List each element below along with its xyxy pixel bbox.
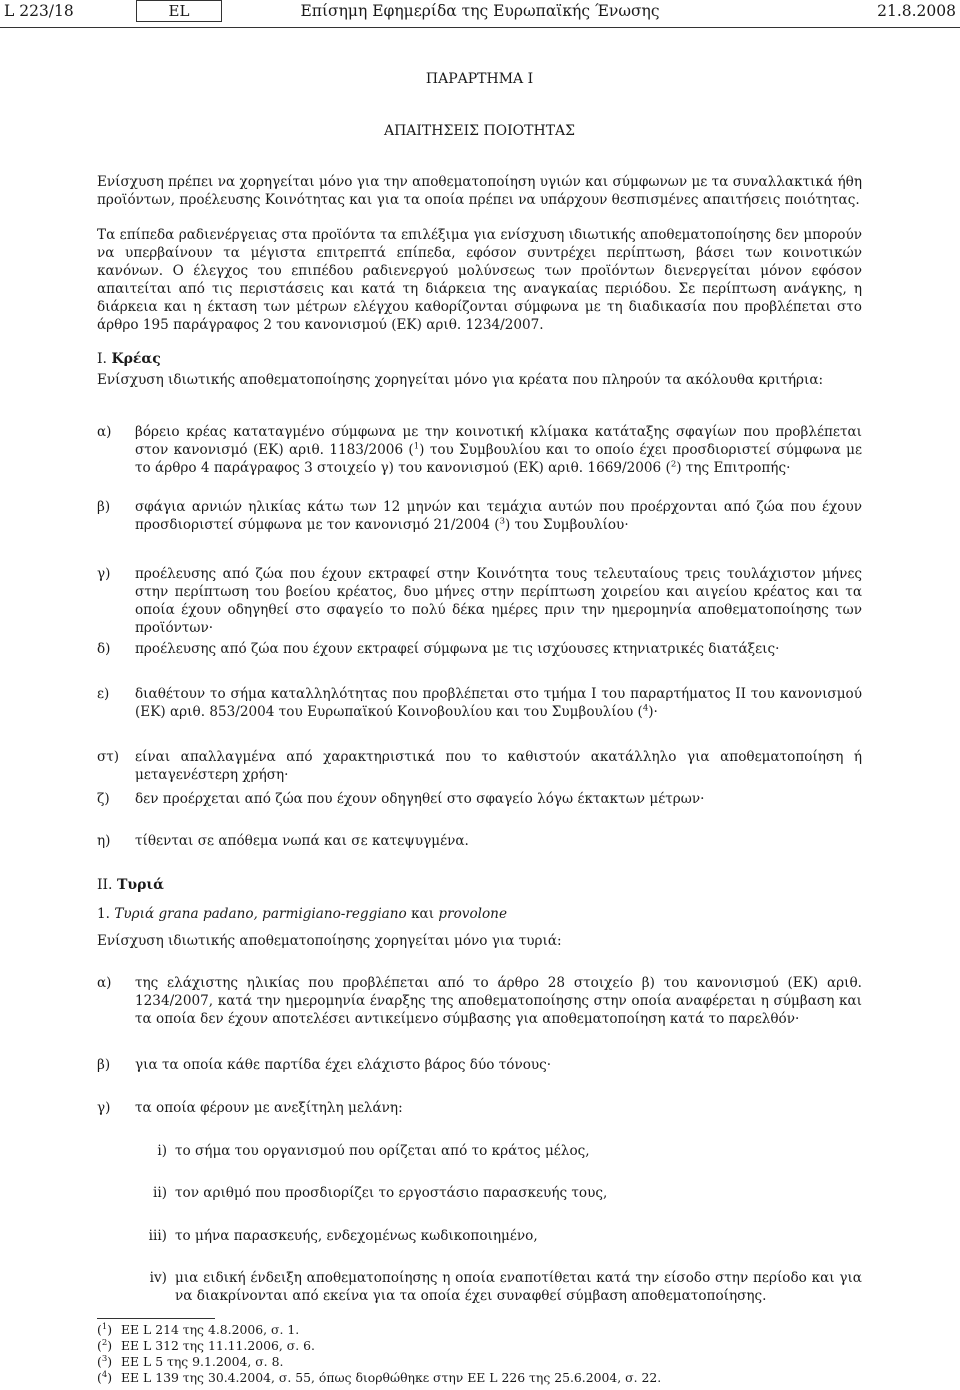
journal-title: Επίσημη Εφημερίδα της Ευρωπαϊκής Ένωσης: [300, 2, 660, 20]
meat-item-d: δ) προέλευσης από ζώα που έχουν εκτραφεί σύμφωνα με τις ισχύουσες κτηνιατρικές διατάξεις·: [97, 641, 780, 657]
cheese-subitem-iii: iii) το μήνα παρασκευής, ενδεχομένως κωδικοποιημένο,: [97, 1228, 862, 1246]
cheese-item-b: β) για τα οποία κάθε παρτίδα έχει ελάχιστο βάρος δύο τόνους·: [97, 1057, 552, 1073]
section-number: I.: [97, 351, 107, 367]
item-label: ζ): [97, 791, 110, 807]
cheese-item-c: γ) τα οποία φέρουν με ανεξίτηλη μελάνη:: [97, 1100, 403, 1116]
annex-subtitle: ΑΠΑΙΤΗΣΕΙΣ ΠΟΙΟΤΗΤΑΣ: [383, 123, 576, 139]
item-label: δ): [97, 641, 111, 657]
meat-intro: Ενίσχυση ιδιωτικής αποθεματοποίησης χορηγείται μόνο για κρέατα που πληρούν τα ακόλουθα κριτήρια:: [97, 372, 824, 388]
annex-title: ΠΑΡΑΡΤΗΜΑ I: [425, 71, 534, 87]
footnotes: [97, 1322, 862, 1387]
cheese-subitem-i: i) το σήμα του οργανισμού που ορίζεται από το κράτος μέλος,: [97, 1143, 862, 1161]
subitem-label: i): [157, 1143, 167, 1159]
intro-paragraph-2: Τα επίπεδα ραδιενέργειας στα προϊόντα τα επιλέξιμα για ενίσχυση ιδιωτικής αποθεματοποίησης δεν μπορούν να υπερβαίνουν τα μέγιστα επιτρεπτά επίπεδα, εφόσον συντρέχει περίπτωση, βάσει των κοινοτικών κανόνων. Ο έλεγχος του επιπέδου ραδιενεργού μολύνσεως των προϊόντων διενεργείται μόνον εφόσον απαιτείται από τις περιστάσεις και κατά τη διάρκεια της αναγκαίας περιόδου. Σε περίπτωση ανάγκης, η διάρκεια και η έκταση των μέτρων ελέγχου καθορίζονται σύμφωνα με τη διαδικασία που προβλέπεται στο άρθρο 195 παράγραφος 2 του κανονισμού (ΕΚ) αριθ. 1234/2007.: [97, 227, 862, 333]
header-rule: [0, 27, 960, 28]
item-label: η): [97, 833, 111, 849]
journal-reference: L 223/18: [4, 2, 74, 20]
item-label: α): [97, 424, 112, 440]
meat-item-h: η) τίθενται σε απόθεμα νωπά και σε κατεψυγμένα.: [97, 833, 469, 849]
meat-item-a: α) βόρειο κρέας καταταγμένο σύμφωνα με την κοινοτική κλίμακα κατάταξης σφαγίων που προβλέπεται στον κανονισμό (ΕΚ) αριθ. 1183/2006 ($^1$) του Συμβουλίου και το οποίο έχει προσδιοριστεί σύμφωνα με το άρθρο 4 παράγραφος 3 στοιχείο γ) του κανονισμού (ΕΚ) αριθ. 1669/2006 ($^2$) της Επιτροπής·: [97, 424, 862, 476]
footnote-3: ($^3$) ΕΕ L 5 της 9.1.2004, σ. 8.: [97, 1354, 284, 1370]
cheese-subitem-iv: iv) μια ειδική ένδειξη αποθεματοποίησης η οποία εναποτίθεται κατά την είσοδο στην περίοδο και για να διακρίνονται από εκείνα για τα οποία έχει συναφθεί σύμβαση αποθεματοποίησης.: [97, 1270, 862, 1306]
meat-item-g: ζ) δεν προέρχεται από ζώα που έχουν οδηγηθεί στο σφαγείο λόγω έκτακτων μέτρων·: [97, 791, 705, 807]
section-number: II.: [97, 877, 113, 893]
cheese-intro: Ενίσχυση ιδιωτικής αποθεματοποίησης χορηγείται μόνο για τυριά:: [97, 933, 562, 949]
section-title: Τυριά: [116, 877, 164, 893]
footnote-rule: [97, 1318, 215, 1319]
footnote-ref[interactable]: 1: [413, 441, 420, 452]
page-header: [0, 0, 960, 28]
cheese-subsection-heading: 1. Τυριά grana padano, parmigiano-reggiano και provolone: [97, 906, 507, 922]
item-label: ε): [97, 686, 110, 702]
item-label: γ): [97, 566, 111, 582]
meat-item-e: ε) διαθέτουν το σήμα καταλληλότητας που προβλέπεται στο τμήμα I του παραρτήματος II του κανονισμού (ΕΚ) αριθ. 853/2004 του Ευρωπαϊκού Κοινοβουλίου και του Συμβουλίου ($^4$)·: [97, 686, 862, 720]
section-heading-cheese: [97, 876, 164, 894]
section-heading-meat: [97, 350, 161, 368]
footnote-4: ($^4$) ΕΕ L 139 της 30.4.2004, σ. 55, όπως διορθώθηκε στην ΕΕ L 226 της 25.6.2004, σ. 22.: [97, 1370, 662, 1386]
section-title: Κρέας: [111, 351, 161, 367]
item-label: στ): [97, 749, 120, 765]
footnote-ref[interactable]: 3: [499, 516, 505, 527]
subitem-label: iv): [149, 1270, 167, 1286]
item-label: β): [97, 499, 111, 515]
language-badge: EL: [136, 0, 222, 22]
footnote-ref[interactable]: 2: [670, 459, 677, 470]
cheese-subitem-ii: ii) τον αριθμό που προσδιορίζει το εργοστάσιο παρασκευής τους,: [97, 1185, 862, 1203]
meat-item-b: β) σφάγια αρνιών ηλικίας κάτω των 12 μηνών και τεμάχια αυτών που προέρχονται από ζώα που έχουν προσδιοριστεί σύμφωνα με τον κανονισμό 21/2004 ($^3$) του Συμβουλίου·: [97, 499, 862, 533]
item-label: γ): [97, 1100, 111, 1116]
item-label: α): [97, 975, 112, 991]
footnote-ref[interactable]: 4: [642, 703, 649, 714]
item-label: β): [97, 1057, 111, 1073]
cheese-item-a: α) της ελάχιστης ηλικίας που προβλέπεται από το άρθρο 28 στοιχείο β) του κανονισμού (ΕΚ) αριθ. 1234/2007, κατά την ημερομηνία έναρξης της αποθεματοποίησης στην οποία αναφέρεται η σύμβαση και τα οποία δεν έχουν αποτελέσει αντικείμενο σύμβασης για αποθεματοποίηση κατά το παρελθόν·: [97, 975, 862, 1027]
issue-date: 21.8.2008: [877, 2, 956, 20]
meat-item-f: στ) είναι απαλλαγμένα από χαρακτηριστικά που το καθιστούν ακατάλληλο για αποθεματοποίηση ή μεταγενέστερη χρήση·: [97, 749, 862, 783]
footnote-1: ($^1$) ΕΕ L 214 της 4.8.2006, σ. 1.: [97, 1321, 300, 1337]
footnote-2: ($^2$) ΕΕ L 312 της 11.11.2006, σ. 6.: [97, 1338, 315, 1354]
meat-item-c: γ) προέλευσης από ζώα που έχουν εκτραφεί στην Κοινότητα τους τελευταίους τρεις τουλάχιστον μήνες στην περίπτωση του βοείου κρέατος, δυο μήνες στην περίπτωση χοιρείου και αιγείου κρέατος και τα οποία έχουν οδηγηθεί στο σφαγείο το πολύ δέκα ημέρες πριν την ημερομηνία αποθεματοποίησης των προϊόντων·: [97, 566, 862, 636]
subitem-label: iii): [148, 1228, 167, 1244]
subitem-label: ii): [153, 1185, 167, 1201]
intro-paragraph-1: Ενίσχυση πρέπει να χορηγείται μόνο για την αποθεματοποίηση υγιών και σύμφωνων με τα συναλλακτικά ήθη προϊόντων, προέλευσης Κοινότητας και για τα οποία πρέπει να υπάρχουν θεσπισμένες απαιτήσεις ποιότητας.: [97, 174, 862, 208]
